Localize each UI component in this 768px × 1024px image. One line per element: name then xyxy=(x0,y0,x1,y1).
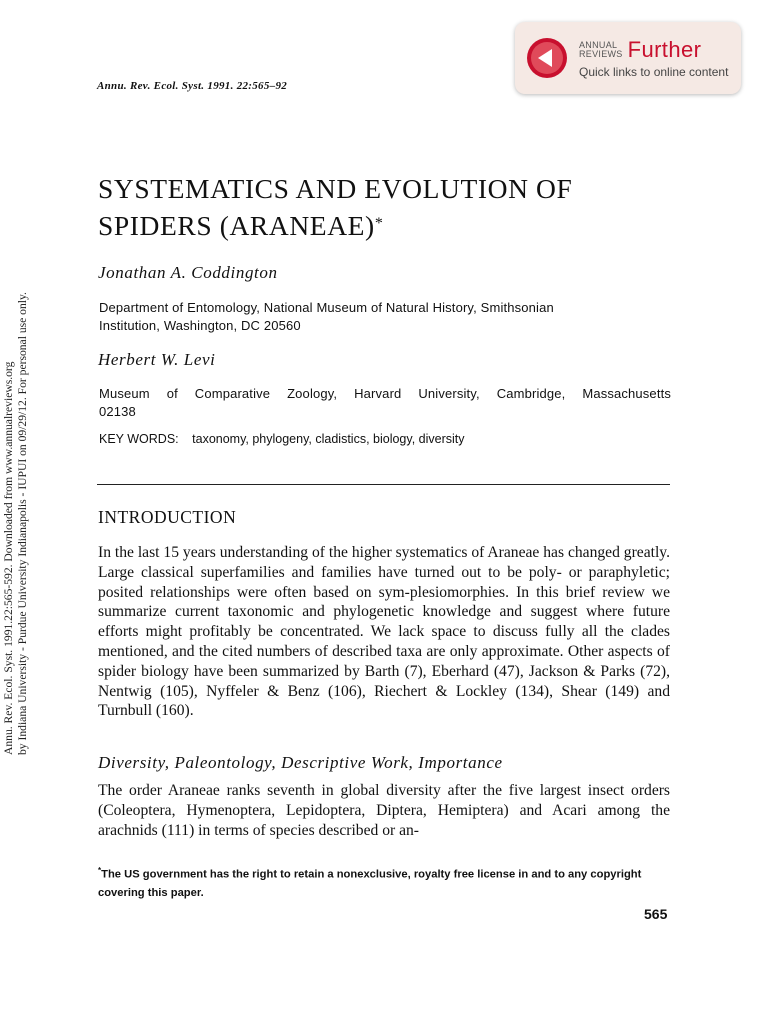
watermark-line-1: Annu. Rev. Ecol. Syst. 1991.22:565-592. Downloaded from www.annualreviews.org xyxy=(2,361,15,755)
back-arrow-icon xyxy=(525,36,569,80)
title-line-1: SYSTEMATICS AND EVOLUTION OF xyxy=(98,173,573,204)
badge-tagline: Quick links to online content xyxy=(579,65,729,79)
further-wordmark: Further xyxy=(627,37,702,62)
title-line-2: SPIDERS (ARANEAE)* xyxy=(98,210,384,241)
badge-text xyxy=(579,37,728,79)
title-footnote-mark[interactable]: * xyxy=(374,215,384,232)
key-words xyxy=(99,432,465,446)
introduction-heading: INTRODUCTION xyxy=(98,507,237,527)
affiliation-2-line-2: 02138 xyxy=(99,404,136,419)
affiliation-1-line-1: Department of Entomology, National Museum of Natural History, Smithsonian xyxy=(99,300,554,315)
watermark-line-2: by Indiana University - Purdue University Indianapolis - IUPUI on 09/29/12. For personal use only. xyxy=(16,292,29,755)
diversity-paragraph: The order Araneae ranks seventh in global diversity after the five largest insect orders (Coleoptera, Hymenoptera, Lepidoptera, Diptera, Hemiptera) and Acari among the arachnids (111) in terms of species described or an- xyxy=(98,782,670,839)
affiliation-2-line-1: Museum of Comparative Zoology, Harvard University, Cambridge, Massachusetts xyxy=(99,386,671,401)
download-watermark xyxy=(2,245,40,755)
journal-citation: Annu. Rev. Ecol. Syst. 1991. 22:565–92 xyxy=(97,80,288,92)
affiliation-1-line-2: Institution, Washington, DC 20560 xyxy=(99,318,301,333)
footnote-text: The US government has the right to retain a nonexclusive, royalty free license in and to any copyright covering this paper. xyxy=(98,868,642,899)
author-name-2: Herbert W. Levi xyxy=(98,350,216,369)
title-footnote xyxy=(98,862,670,902)
author-name-1: Jonathan A. Coddington xyxy=(98,263,278,282)
brand-line-annual: ANNUAL xyxy=(579,40,618,50)
section-divider xyxy=(97,484,670,485)
key-words-list: taxonomy, phylogeny, cladistics, biology, diversity xyxy=(192,432,465,446)
footnote-mark: * xyxy=(98,866,102,875)
annual-reviews-logo-text xyxy=(579,41,623,59)
author-affiliation-2 xyxy=(99,385,671,421)
key-words-label: KEY WORDS: xyxy=(99,432,179,446)
introduction-paragraph: In the last 15 years understanding of the higher systematics of Araneae has changed greatly. Large classical superfamilies and families have turned out to be poly- or paraphyletic; posited relationships were often based on sym-plesiomorphies. In this brief review we summarize current taxonomic and phylogenetic knowledge and suggest where future efforts might profitably be concentrated. We lack space to discuss fully all the clades mentioned, and the cited numbers of described taxa are only approximate. Other aspects of spider biology have been summarized by Barth (7), Eberhard (47), Jackson & Parks (72), Nentwig (105), Nyffeler & Benz (106), Riechert & Lockley (134), Shear (149) and Turnbull (160). xyxy=(98,544,670,720)
author-affiliation-1 xyxy=(99,299,671,335)
annual-reviews-further-badge[interactable] xyxy=(515,22,741,94)
article-title xyxy=(98,170,658,244)
diversity-subheading: Diversity, Paleontology, Descriptive Work, Importance xyxy=(98,753,503,772)
brand-line-reviews: REVIEWS xyxy=(579,49,623,59)
page-number: 565 xyxy=(644,906,668,922)
